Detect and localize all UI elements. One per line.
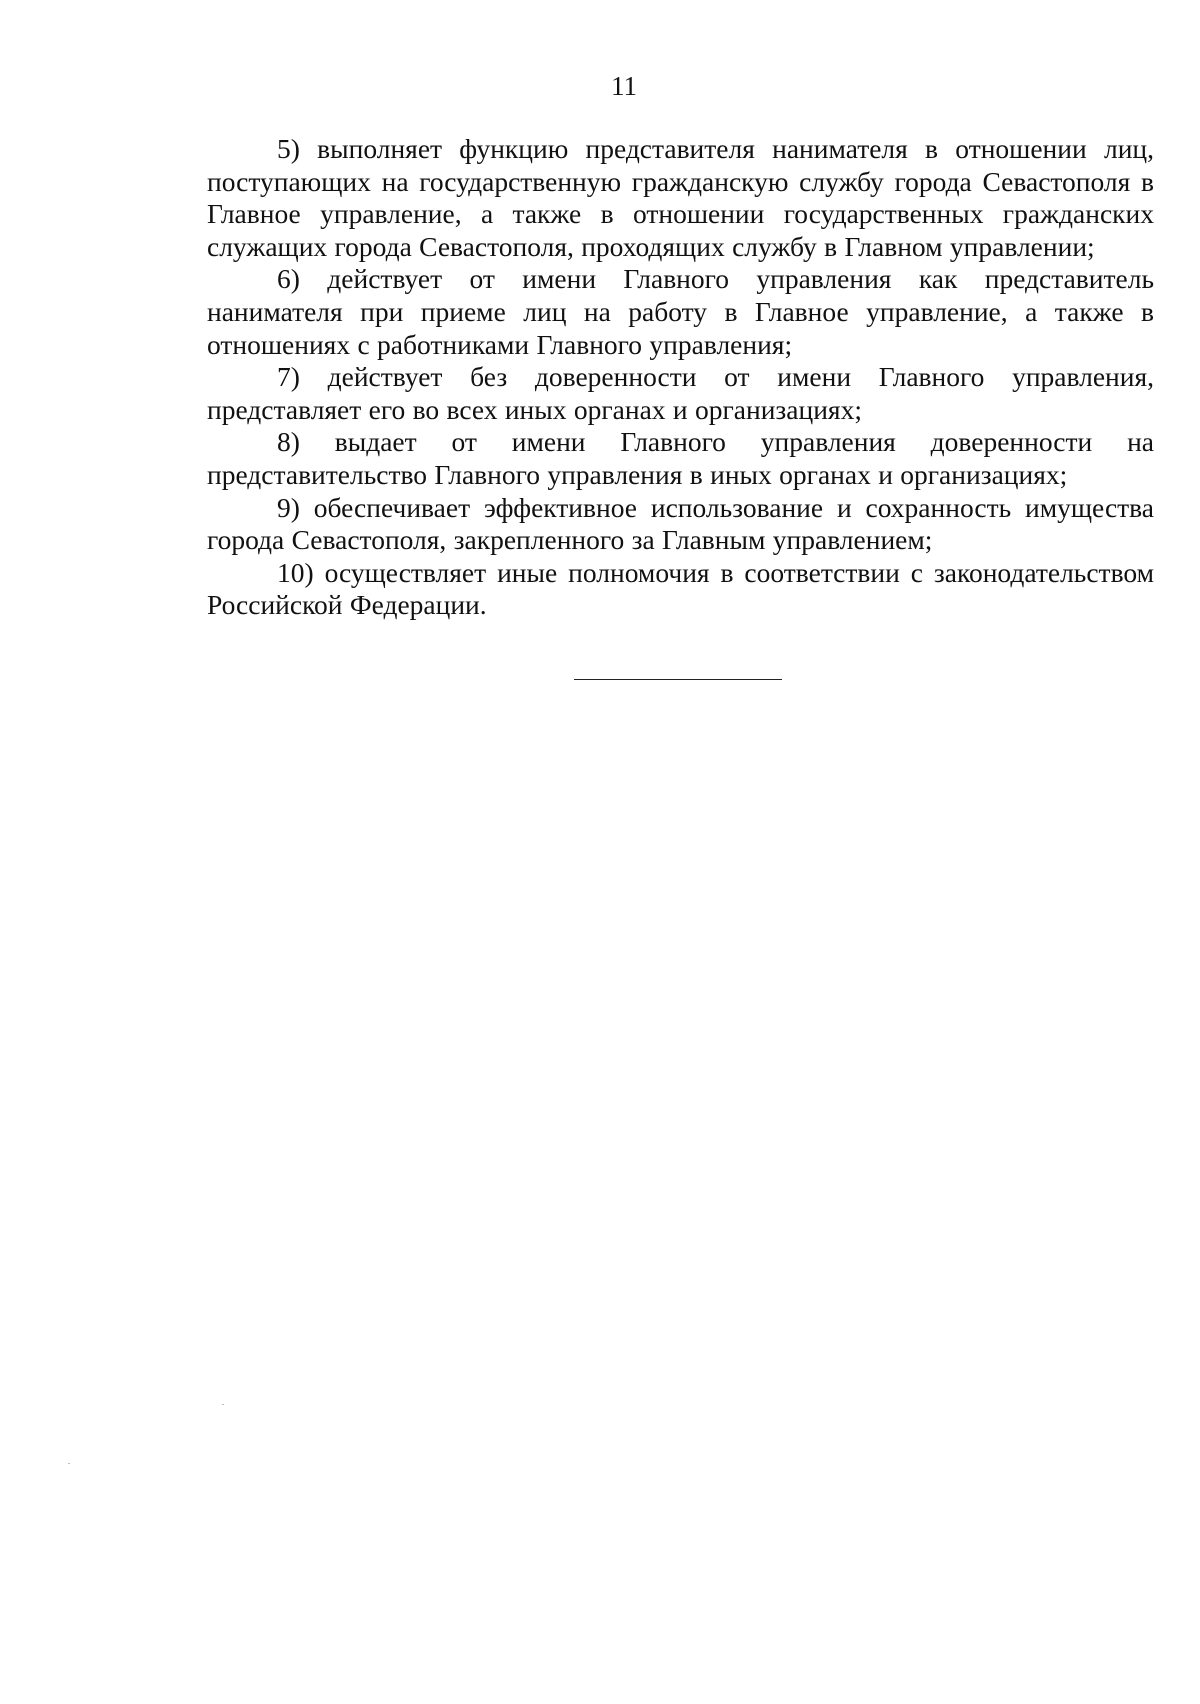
page-number: 11 (611, 71, 637, 101)
paragraph-item-7: 7) действует без доверенности от имени Главного управления, представляет его во всех иных органах и организациях; (207, 361, 1154, 425)
end-divider-line (574, 679, 782, 680)
paragraph-item-8: 8) выдает от имени Главного управления доверенности на представительство Главного управления в иных органах и организациях; (207, 426, 1154, 490)
paragraph-item-5: 5) выполняет функцию представителя нанимателя в отношении лиц, поступающих на государственную гражданскую службу города Севастополя в Главное управление, а также в отношении государственных гражданских служащих города Севастополя, проходящих службу в Главном управлении; (207, 133, 1154, 262)
document-body (207, 133, 1154, 622)
paragraph-item-10: 10) осуществляет иные полномочия в соответствии с законодательством Российской Федерации. (207, 556, 1154, 621)
paragraph-item-6: 6) действует от имени Главного управления как представитель нанимателя при приеме лиц на работу в Главное управление, а также в отношениях с работниками Главного управления; (207, 263, 1154, 360)
scan-speck (222, 1404, 224, 1405)
scan-speck (68, 1463, 70, 1464)
paragraph-item-9: 9) обеспечивает эффективное использование и сохранность имущества города Севастополя, закрепленного за Главным управлением; (207, 491, 1154, 556)
